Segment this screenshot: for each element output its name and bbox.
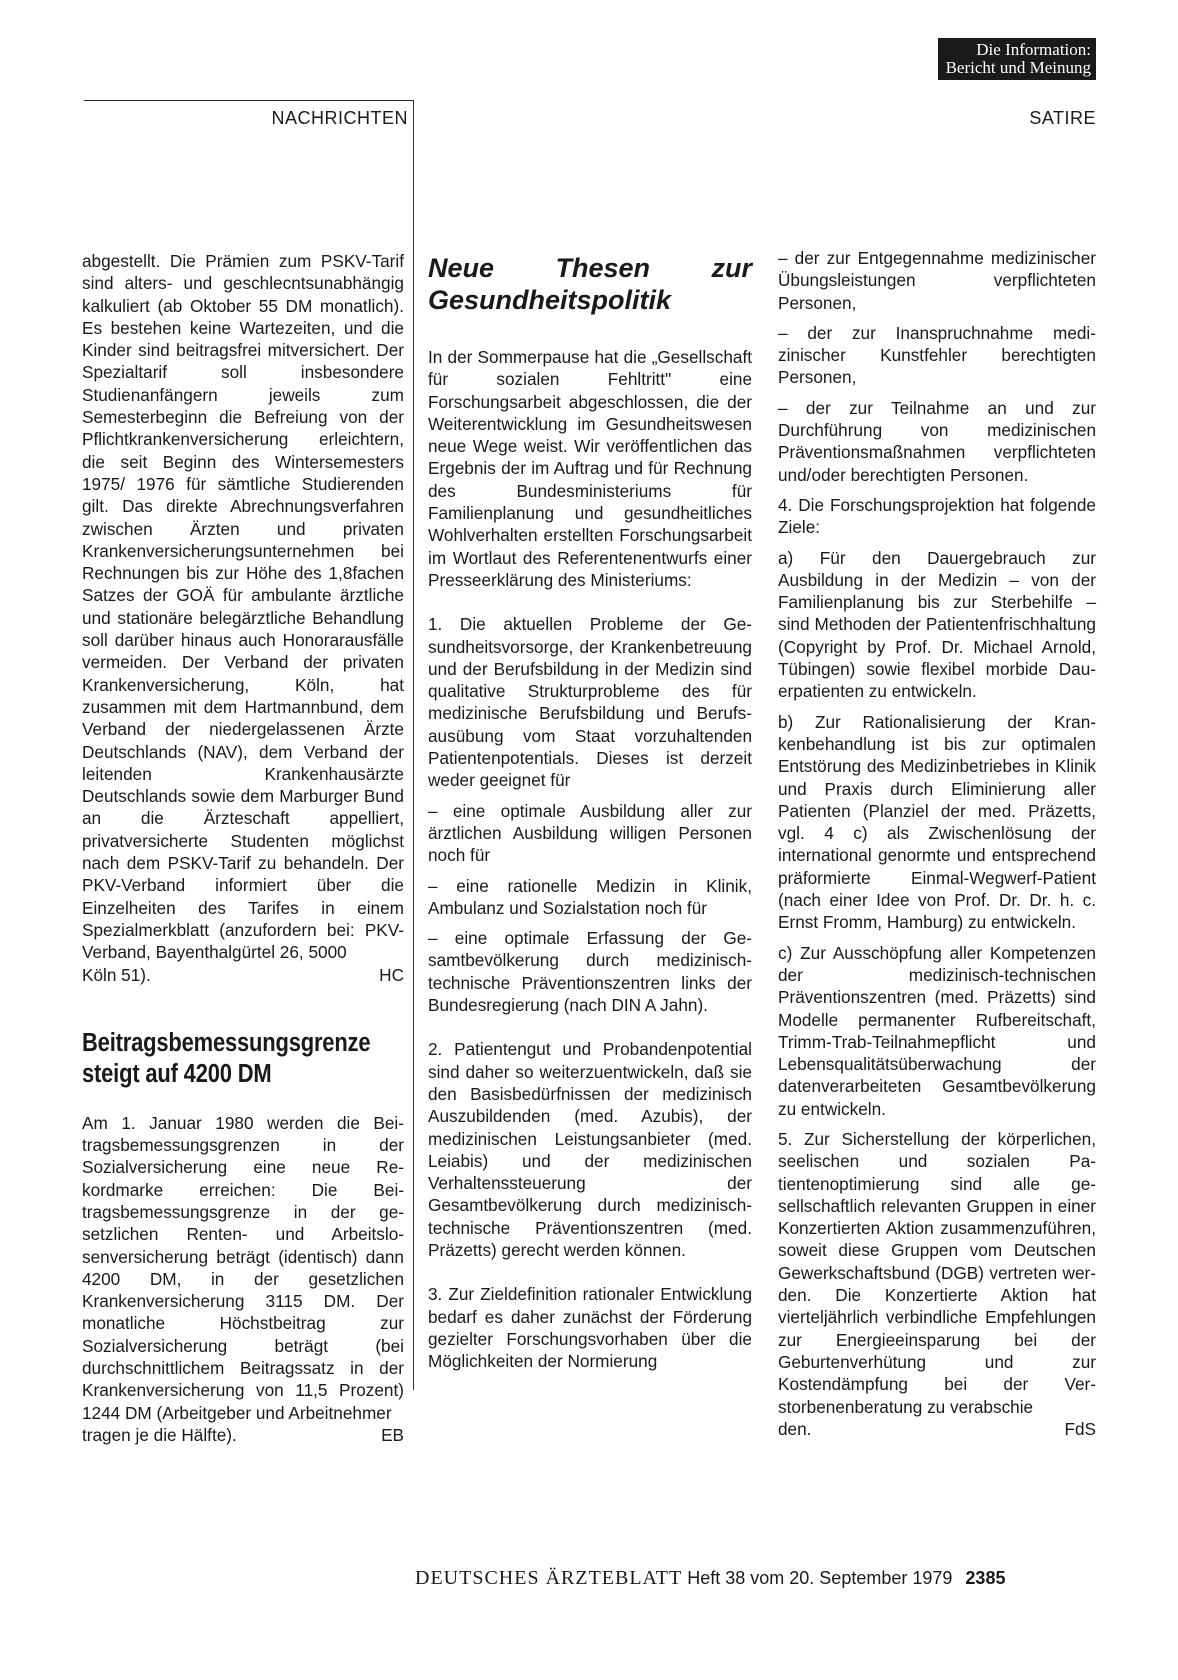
dash-item: – der zur Teilnahme an und zur Durchführung von medizinischen Präventionsmaßnahmen verpflichteten und/oder berechtigten Personen. (778, 397, 1096, 485)
column-right (778, 247, 1096, 1440)
list-item-a: a) Für den Dauergebrauch zur Ausbildung in der Medizin – von der Familienplanung bis zur Sterbehilfe – sind Methoden der Patientenfrischhaltung (Copyright by Prof. Dr. Michael Arnold, Tübingen) sowie flexibel morbide Dauerpatienten zu entwickeln. (778, 547, 1096, 702)
dash-item: – eine optimale Ausbildung aller zur ärztlichen Ausbildung willigen Personen noch für (428, 800, 752, 866)
dash-item: – der zur Entgegennahme medizinischer Übungsleistungen verpflichteten Personen, (778, 248, 1096, 313)
journal-title: DEUTSCHES ÄRZTEBLATT (415, 1567, 683, 1589)
paragraph-end (82, 1424, 404, 1446)
list-item-c: c) Zur Ausschöpfung aller Kompetenzen der medizinisch-technischen Präventionszentren (med. Präzetts) sind Modelle permanenter Rufbereitschaft, Trimm-Trab-Teilnahmepflicht und Lebensqualitätsüberwachung der datenverarbeiteten Gesamtbevölkerung zu entwickeln. (778, 942, 1096, 1119)
column-middle (428, 250, 752, 1380)
paragraph: 5. Zur Sicherstellung der körperlichen, seelischen und sozialen Patientenoptimierung sind alle gesellschaftlich relevanten Gruppen in einer Konzertierten Aktion zusammenzuführen, soweit diese Gruppen vom Deutschen Gewerkschaftsbund (DGB) vertreten werden. Die Konzertierte Aktion hat vierteljährlich verbindliche Empfehlungen zur Energieeinsparung bei der Geburtenverhütung und zur Kostendämpfung bei der Verstorbenenberatung zu verabschie (778, 1128, 1096, 1417)
list-item-b: b) Zur Rationalisierung der Krankenbehandlung ist bis zur optimalen Entstörung des Medizinbetriebes in Klinik und Praxis durch Eliminierung aller Patienten (Planziel der med. Präzetts, vgl. 4 c) als Zwischenlösung der international genormte und entsprechend präformierte Einmal-Wegwerf-Patient (nach einer Idee von Prof. Dr. Dr. h. c. Ernst Fromm, Hamburg) zu entwickeln. (778, 711, 1096, 933)
section-label-left: NACHRICHTEN (271, 108, 408, 128)
dash-item: – der zur Inanspruchnahme medizinischer Kunstfehler berechtigten Personen, (778, 322, 1096, 388)
column-divider (413, 100, 414, 1390)
paragraph-last-line: den. (778, 1418, 812, 1439)
badge-line-1: Die Information: (976, 40, 1091, 59)
paragraph: Am 1. Januar 1980 werden die Beitragsbemessungsgrenzen in der Sozialversicherung eine neue Rekordmarke erreichen: Die Beitragsbemessungsgrenze in der gesetzlichen Renten- und Arbeitslosenversicherung beträgt (identisch) dann 4200 DM, in der gesetzlichen Krankenversicherung 3115 DM. Der monatliche Höchstbeitrag zur Sozialversicherung beträgt (bei durchschnittlichem Beitragssatz in der Krankenversicherung von 11,5 Prozent) 1244 DM (Arbeitgeber und Arbeitnehmer (82, 1112, 404, 1423)
article-heading: Neue Thesen zur Gesundheitspolitik (428, 253, 752, 315)
dash-item: – eine optimale Erfassung der Gesamtbevölkerung durch medizinisch-technische Präventionszentren links der Bundesregierung (nach DIN A Jahn). (428, 928, 752, 1016)
author-initials: FdS (1064, 1418, 1096, 1439)
paragraph-end (82, 964, 404, 986)
paragraph: 1. Die aktuellen Probleme der Gesundheitsvorsorge, der Krankenbetreuung und der Berufsbildung in der Medizin sind qualitative Strukturprobleme des für medizinische Berufsbildung und Berufsausübung vom Staat vorzuhaltenden Patientenpotentials. Dieses ist derzeit weder geeignet für (428, 614, 752, 791)
issue-info: Heft 38 vom 20. September 1979 (687, 1568, 953, 1588)
paragraph: abgestellt. Die Prämien zum PSKV-Tarif sind alters- und geschlecntsunabhängig kalkuliert (ab Oktober 55 DM monatlich). Es bestehen keine Wartezeiten, und die Kinder sind beitragsfrei mitversichert. Der Spezialtarif soll insbesondere Studienanfängern jeweils zum Semesterbeginn die Befreiung von der Pflichtkrankenversicherung erleichtern, die seit Beginn des Wintersemesters 1975/ 1976 für sämtliche Studierenden gilt. Das direkte Abrechnungsverfahren zwischen Ärzten und privaten Krankenversicherungsunternehmen bei Rechnungen bis zur Höhe des 1,8fachen Satzes der GOÄ für ambulante ärztliche und stationäre belegärztliche Behandlung soll darüber hinaus auch Honorarausfälle vermeiden. Der Verband der privaten Krankenversicherung, Köln, hat zusammen mit dem Hartmannbund, dem Verband der niedergelassenen Ärzte Deutschlands (NAV), dem Verband der leitenden Krankenhausärzte Deutschlands sowie dem Marburger Bund an die Ärzteschaft appelliert, privatversicherte Studenten möglichst nach dem PSKV-Tarif zu behandeln. Der PKV-Verband informiert über die Einzelheiten des Tarifes in einem Spezialmerkblatt (anzufordern bei: PKV-Verband, Bayenthalgürtel 26, 5000 (82, 251, 404, 963)
column-left (82, 250, 404, 1446)
section-label-right: SATIRE (1029, 108, 1096, 128)
badge-line-2: Bericht und Meinung (945, 58, 1091, 77)
section-badge (938, 38, 1096, 80)
page-number: 2385 (965, 1568, 1006, 1588)
article-heading: Beitragsbemessungsgrenze steigt auf 4200 DM (82, 1028, 371, 1088)
dash-item: – eine rationelle Medizin in Klinik, Ambulanz und Sozialstation noch für (428, 875, 752, 918)
paragraph: 2. Patientengut und Probandenpotential sind daher so weiterzuentwickeln, daß sie den Basisbedürfnissen der medizinisch Auszubildenden (med. Azubis), der medizinischen Leistungsanbieter (med. Leiabis) und der medizinischen Verhaltenssteuerung der Gesamtbevölkerung durch medizinisch-technische Präventionszentren (med. Präzetts) gerecht werden können. (428, 1039, 752, 1260)
page-footer (415, 1567, 1005, 1590)
author-initials: EB (381, 1424, 404, 1445)
header-rule (84, 100, 414, 101)
paragraph-last-line: Köln 51). (82, 964, 151, 985)
paragraph: 4. Die Forschungsprojektion hat folgende Ziele: (778, 494, 1096, 538)
author-initials: HC (379, 964, 404, 985)
paragraph-end (778, 1418, 1096, 1440)
paragraph-last-line: tragen je die Hälfte). (82, 1424, 237, 1445)
paragraph: 3. Zur Zieldefinition rationaler Entwicklung bedarf es daher zunächst der Förderung gezielter Forschungsvorhaben über die Möglichkeiten der Normierung (428, 1284, 752, 1372)
intro-paragraph: In der Sommerpause hat die „Gesellschaft für sozialen Fehltritt" eine Forschungsarbeit abgeschlossen, die der Weiterentwicklung im Gesundheitswesen neue Wege weist. Wir veröffentlichen das Ergebnis der im Auftrag und für Rechnung des Bundesministeriums für Familienplanung und gesundheitliches Wohlverhalten erstellten Forschungsarbeit im Wortlaut des Referentenentwurfs einer Presseerklärung des Ministeriums: (428, 347, 752, 590)
